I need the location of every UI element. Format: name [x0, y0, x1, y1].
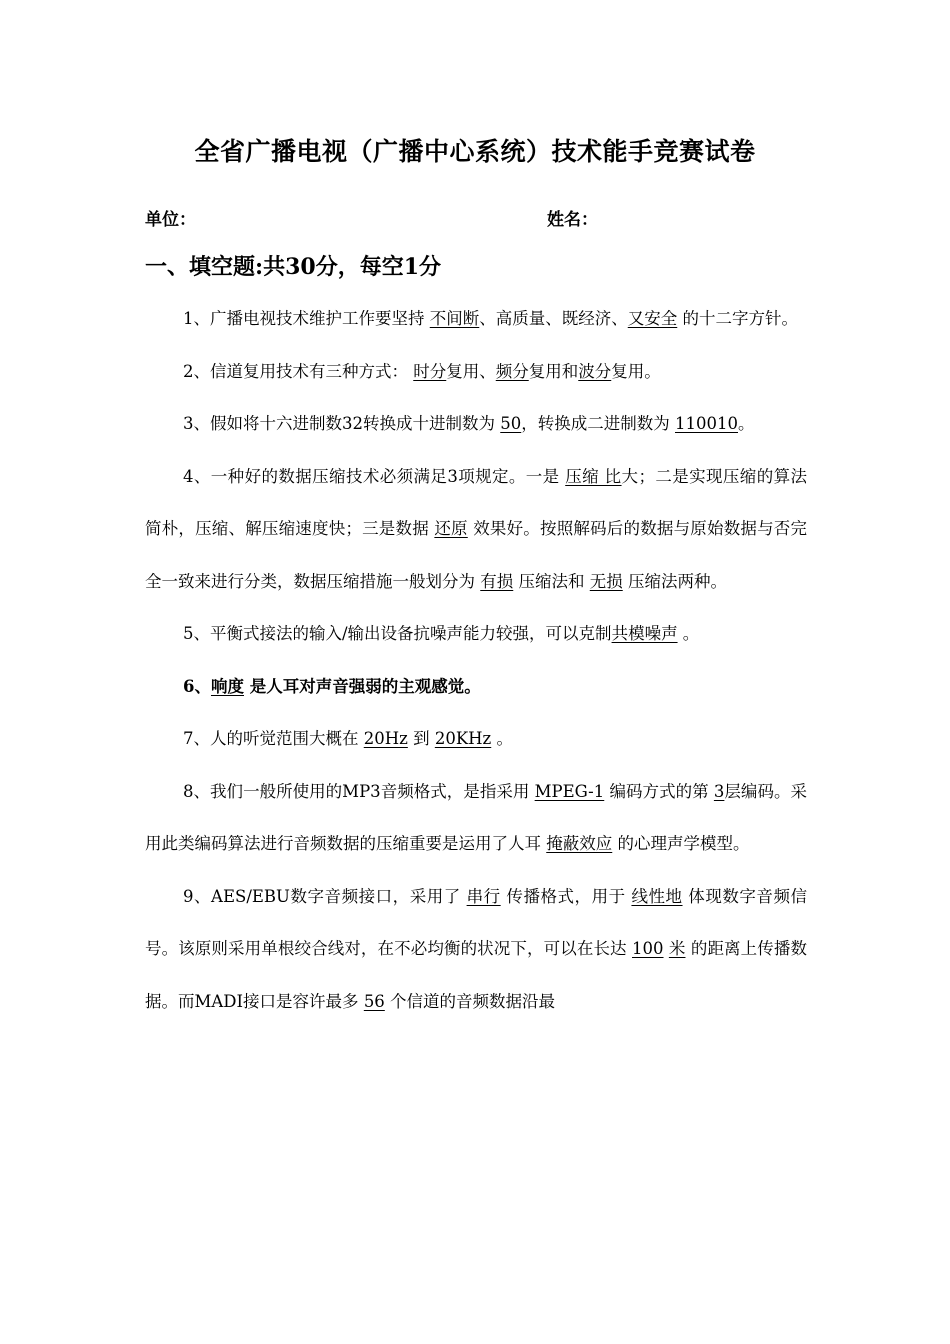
question-text: 。 — [738, 414, 755, 433]
question-text: 的十二字方针。 — [677, 309, 798, 328]
question-list — [145, 293, 807, 1028]
question-text: 、高质量、既经济、 — [479, 309, 628, 328]
question-5 — [145, 608, 807, 661]
question-9 — [145, 871, 807, 1029]
question-text: 5、平衡式接法的输入/输出设备抗噪声能力较强，可以克制 — [183, 624, 612, 643]
question-text: 大；二是实现压缩的算法简朴，压缩、解压缩速度快；三是数据 — [145, 466, 807, 538]
question-text: 7、人的听觉范围大概在 — [183, 729, 364, 748]
header-fields — [145, 205, 805, 229]
answer-blank: 20KHz — [434, 729, 492, 748]
answer-blank: MPEG-1 — [534, 781, 605, 801]
question-text: 。 — [677, 624, 700, 643]
answer-blank: 压缩 比 — [565, 466, 622, 486]
question-text: 压缩法两种。 — [622, 571, 727, 591]
answer-blank: 响度 — [210, 676, 244, 696]
question-text: 复用、 — [446, 361, 496, 381]
unit-label: 单位： — [145, 210, 196, 230]
question-text: 的心理声学模型。 — [612, 834, 750, 853]
question-text: 复用。 — [611, 361, 661, 381]
question-4 — [145, 451, 807, 609]
answer-blank: 100 — [632, 939, 664, 958]
question-3 — [145, 398, 807, 451]
question-text: 编码方式的第 — [604, 781, 714, 801]
answer-blank: 线性地 — [631, 886, 683, 906]
question-2 — [145, 346, 807, 399]
question-text: 到 — [407, 729, 435, 748]
question-1 — [145, 293, 807, 346]
answer-blank: 米 — [668, 939, 686, 958]
question-text: 的距离上传播数据。而MADI接口是容许最多 — [145, 939, 807, 1011]
question-6 — [145, 661, 807, 714]
question-text: 4、一种好的数据压缩技术必须满足3项规定。一是 — [183, 466, 566, 486]
question-7 — [145, 713, 807, 766]
answer-blank: 时分 — [413, 361, 447, 381]
question-text: ，转换成二进制数为 — [521, 414, 675, 433]
question-text: 传播格式，用于 — [500, 886, 632, 906]
answer-blank: 20Hz — [363, 729, 408, 748]
answer-blank: 不间断 — [429, 309, 480, 328]
answer-blank: 共模噪声 — [611, 624, 678, 643]
question-8 — [145, 766, 807, 871]
answer-blank: 无损 — [589, 571, 623, 591]
question-text: 效果好。按照解码后的数据与原始数据与否完全一致来进行分类，数据压缩措施一般划分为 — [145, 519, 808, 591]
answer-blank: 56 — [363, 991, 385, 1011]
answer-blank: 串行 — [466, 886, 501, 906]
question-text: 9、AES/EBU数字音频接口，采用了 — [183, 886, 467, 906]
question-text: 复用和 — [528, 361, 579, 381]
question-text: 3、假如将十六进制数32转换成十进制数为 — [183, 414, 501, 433]
answer-blank: 掩蔽效应 — [546, 834, 613, 853]
answer-blank: 50 — [500, 414, 522, 433]
section-heading: 一、填空题:共30分，每空1分 — [145, 254, 442, 280]
answer-blank: 110010 — [675, 414, 738, 433]
document-title: 全省广播电视（广播中心系统）技术能手竞赛试卷 — [194, 137, 756, 166]
question-text: 压缩法和 — [513, 571, 590, 591]
answer-blank: 频分 — [495, 361, 529, 381]
answer-blank: 3 — [713, 781, 725, 801]
question-text: 层编码。采用此类编码算法进行音频数据的压缩重要是运用了人耳 — [145, 781, 807, 853]
question-text: 6、 — [183, 676, 211, 696]
name-label: 姓名： — [547, 210, 598, 230]
question-text: 是人耳对声音强弱的主观感觉。 — [243, 676, 481, 696]
question-text: 1、广播电视技术维护工作要坚持 — [183, 309, 430, 328]
answer-blank: 有损 — [480, 571, 514, 591]
answer-blank: 又安全 — [627, 309, 678, 328]
question-text: 2、信道复用技术有三种方式： — [183, 361, 414, 381]
question-text: 体现数字音频信号。该原则采用单根绞合线对，在不必均衡的状况下，可以在长达 — [145, 886, 807, 958]
question-text: 。 — [491, 729, 513, 748]
question-text: 8、我们一般所使用的MP3音频格式，是指采用 — [183, 781, 535, 801]
answer-blank: 还原 — [434, 519, 468, 538]
question-text: 个信道的音频数据沿最 — [384, 991, 556, 1011]
answer-blank: 波分 — [578, 361, 612, 381]
